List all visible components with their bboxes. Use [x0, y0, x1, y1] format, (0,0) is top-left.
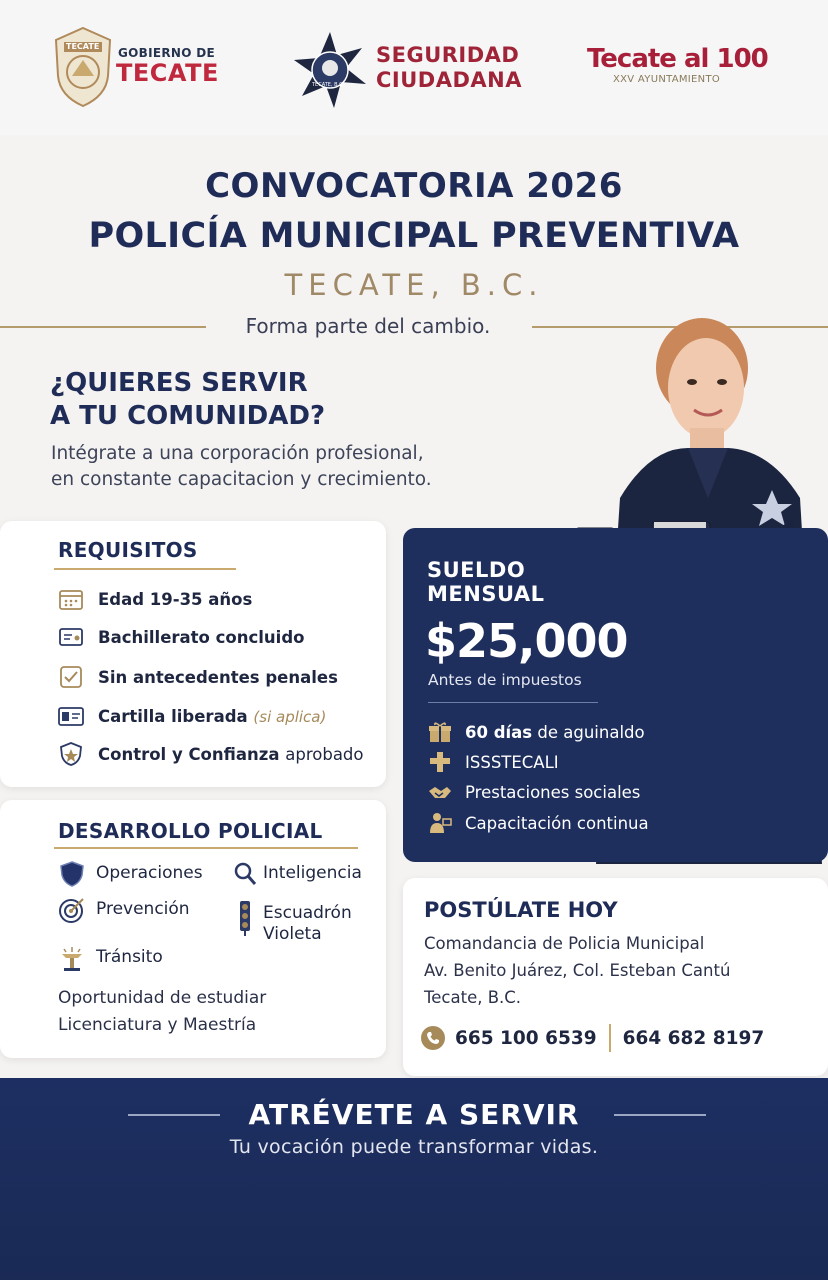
development-text: Tránsito [96, 947, 163, 967]
benefit-item [427, 780, 640, 804]
requirement-text: Control y Confianza [98, 744, 280, 764]
footer-subheading: Tu vocación puede transformar vidas. [229, 1136, 599, 1158]
gift-icon [427, 721, 453, 743]
requirement-text: Cartilla liberada [98, 706, 248, 726]
apply-line3: Tecate, B.C. [424, 988, 522, 1007]
id-card-icon [58, 705, 84, 727]
requirement-text: Sin antecedentes penales [98, 667, 338, 687]
title-policia: POLICÍA MUNICIPAL PREVENTIVA [88, 216, 740, 256]
requirements-rule [54, 568, 236, 570]
study-line2: Licenciatura y Maestría [58, 1015, 257, 1035]
seguridad-text: SEGURIDAD [376, 43, 520, 67]
benefit-text: Capacitación continua [465, 813, 649, 833]
benefit-item [427, 720, 645, 744]
police-star-icon [290, 30, 370, 110]
development-item [233, 900, 352, 945]
tecate-al-100-logo [585, 44, 775, 94]
development-rule [54, 847, 358, 849]
seguridad-ciudadana-logo [290, 30, 540, 112]
salary-heading-line2: MENSUAL [427, 582, 545, 606]
title-convocatoria: CONVOCATORIA 2026 [205, 166, 623, 206]
gobierno-seal-icon [52, 26, 114, 108]
requirement-item [58, 664, 338, 690]
requirement-item [58, 741, 364, 767]
requirement-text: Edad 19-35 años [98, 589, 253, 609]
benefit-bold: 60 días [465, 722, 533, 742]
trainer-icon [427, 812, 453, 834]
phone-row [421, 1024, 764, 1052]
development-item [58, 896, 190, 924]
development-text: Prevención [96, 899, 190, 919]
requirement-item [58, 586, 252, 612]
title-city: TECATE, B.C. [284, 268, 544, 302]
requirements-heading: REQUISITOS [58, 538, 198, 562]
gobierno-big-text: TECATE [116, 59, 219, 87]
development-text-2: Violeta [263, 924, 322, 944]
target-icon [58, 896, 86, 924]
gobierno-tecate-logo [52, 26, 232, 108]
development-text: Escuadrón [263, 903, 352, 923]
check-icon [58, 666, 84, 688]
footer-banner [0, 1078, 828, 1280]
development-card [0, 800, 386, 1058]
benefit-text: ISSSTECALI [465, 752, 559, 772]
ciudadana-text: CIUDADANA [376, 68, 522, 92]
salary-note: Antes de impuestos [428, 671, 582, 689]
slogan: Forma parte del cambio. [245, 314, 491, 338]
apply-heading: POSTÚLATE HOY [424, 898, 618, 922]
phone-number-1[interactable]: 665 100 6539 [455, 1027, 597, 1049]
development-heading: DESARROLLO POLICIAL [58, 819, 323, 843]
tecate-al-100-text: Tecate al 100 [587, 44, 768, 74]
shield-badge-icon [58, 743, 84, 765]
phone-separator [609, 1024, 611, 1052]
medical-cross-icon [427, 751, 453, 773]
traffic-cone-icon [58, 944, 86, 972]
benefit-text: de aguinaldo [537, 722, 645, 742]
intro-text-line2: en constante capacitacion y crecimiento. [51, 469, 432, 490]
requirements-card [0, 521, 386, 787]
requirement-item [58, 624, 304, 650]
benefit-item [427, 750, 559, 774]
magnifier-icon [233, 860, 257, 888]
intro-question-line2: A TU COMUNIDAD? [50, 401, 326, 431]
calendar-icon [58, 588, 84, 610]
benefit-text: Prestaciones sociales [465, 782, 641, 802]
intro-text-line1: Intégrate a una corporación profesional, [51, 443, 424, 464]
apply-line1: Comandancia de Policia Municipal [424, 934, 705, 953]
phone-number-2[interactable]: 664 682 8197 [622, 1027, 765, 1049]
traffic-light-icon [233, 900, 257, 936]
development-item [58, 860, 203, 888]
development-item [58, 944, 163, 972]
header [0, 0, 828, 135]
phone-icon [421, 1026, 445, 1050]
footer-heading: ATRÉVETE A SERVIR [248, 1098, 580, 1131]
apply-line2: Av. Benito Juárez, Col. Esteban Cantú [424, 961, 731, 980]
badge-text: TECATE, B.C. [312, 82, 345, 88]
development-text: Inteligencia [263, 863, 362, 883]
ayuntamiento-text: XXV AYUNTAMIENTO [613, 74, 721, 85]
apply-card [403, 878, 828, 1076]
diploma-icon [58, 626, 84, 648]
requirement-suffix: aprobado [285, 744, 364, 764]
gobierno-seal-text: TECATE [66, 42, 100, 51]
handshake-icon [427, 781, 453, 803]
intro-question-line1: ¿QUIERES SERVIR [50, 368, 308, 398]
salary-card [403, 528, 828, 862]
salary-amount: $25,000 [425, 614, 628, 668]
salary-heading-line1: SUELDO [427, 558, 526, 582]
requirement-text: Bachillerato concluido [98, 627, 305, 647]
requirement-note: (si aplica) [253, 707, 327, 726]
requirement-item [58, 703, 326, 729]
development-item [233, 860, 362, 888]
shield-icon [58, 860, 86, 888]
study-line1: Oportunidad de estudiar [58, 988, 267, 1008]
salary-rule [428, 702, 598, 703]
development-text: Operaciones [96, 863, 203, 883]
benefit-item [427, 811, 649, 835]
gobierno-small-text: GOBIERNO DE [118, 46, 215, 60]
